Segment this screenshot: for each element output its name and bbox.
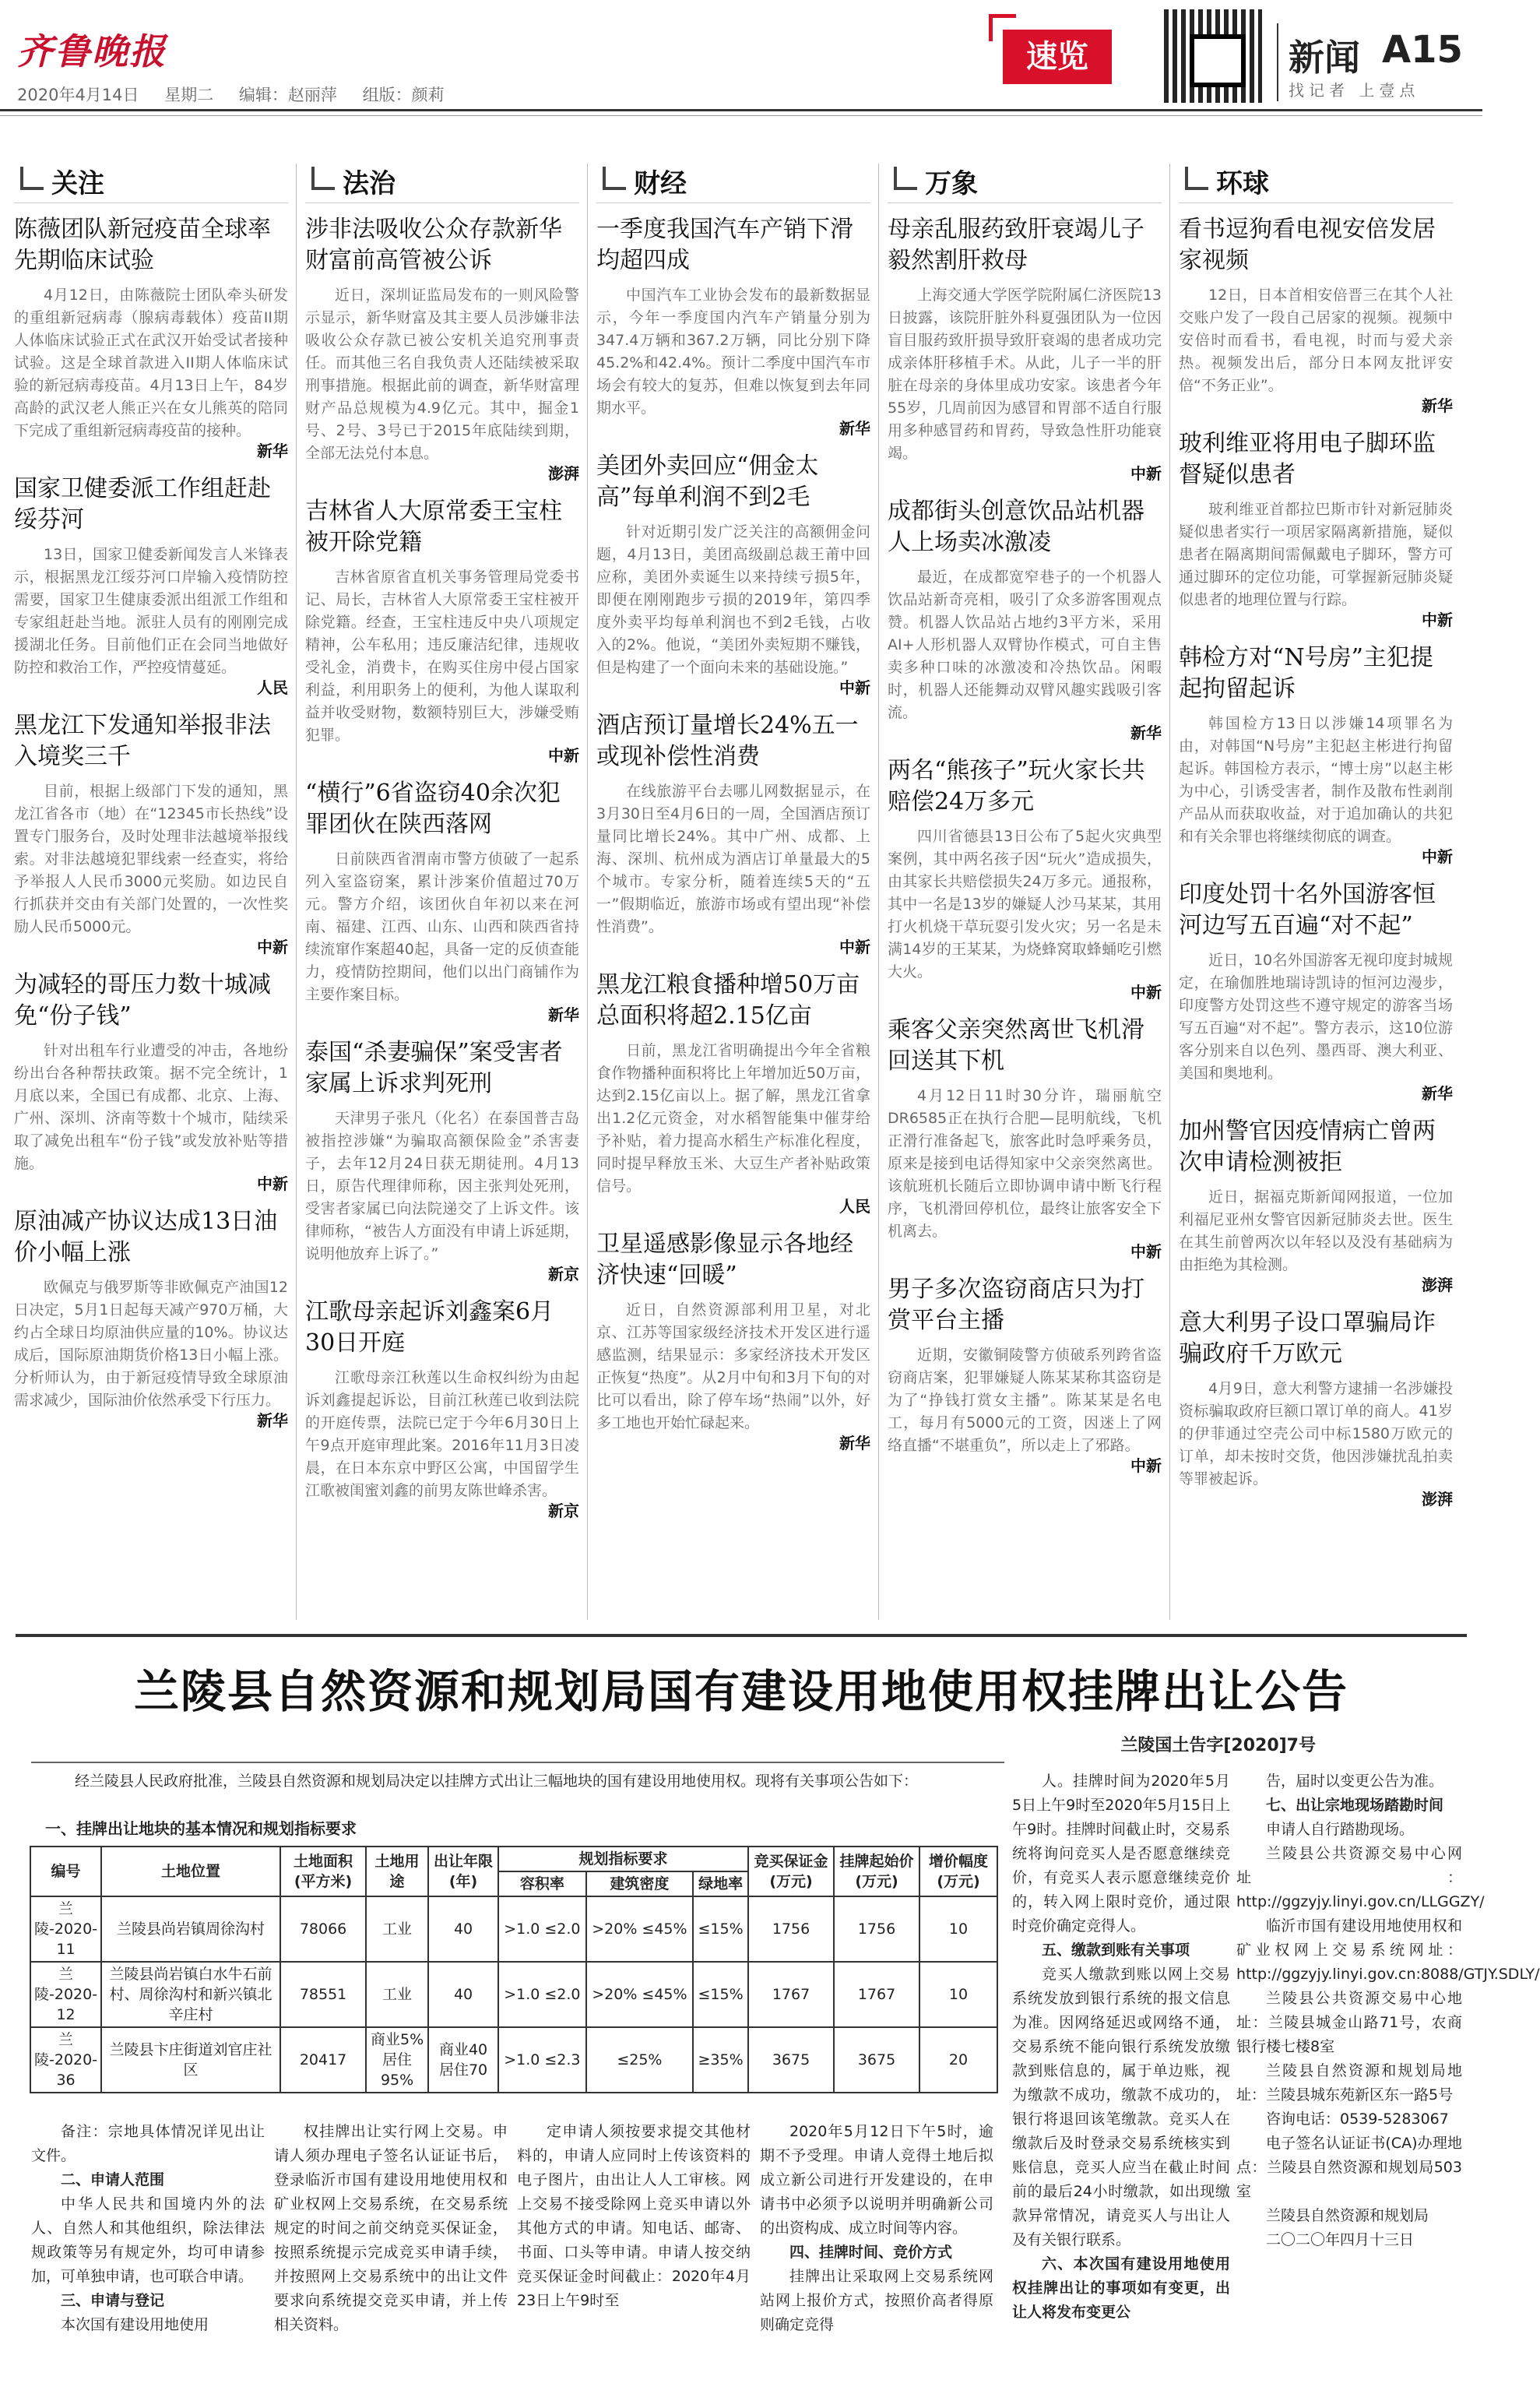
layout-credit: 组版：颜莉 — [362, 86, 445, 104]
article-headline[interactable]: 成都街头创意饮品站机器人上场卖冰激凌 — [888, 498, 1144, 556]
article-body: 4月12日，由陈薇院士团队牵头研发的重组新冠病毒（腺病毒载体）疫苗II期人体临床试验正式在武汉开始受试者接种试验。这是全球首款进入II期人体临床试验的新冠病毒疫苗。4月13日上午，84岁高龄的武汉老人熊正兴在女儿熊英的陪同下完成了重组新冠病毒疫苗的接种。 — [14, 287, 288, 439]
notice-paragraph: 五、缴款到账有关事项 — [1042, 1942, 1190, 1959]
table-cell: ≤15% — [693, 1896, 748, 1962]
news-article — [1179, 879, 1453, 1104]
table-header: 竞买保证金(万元) — [748, 1847, 834, 1896]
article-source: 中新 — [839, 938, 870, 956]
table-row — [30, 2027, 997, 2093]
news-article — [888, 496, 1162, 743]
table-cell: 78066 — [280, 1896, 366, 1962]
news-article — [305, 1297, 579, 1521]
table-cell: ≥35% — [693, 2027, 748, 2093]
column-divider — [296, 164, 297, 1620]
dateline — [17, 83, 465, 106]
news-column — [305, 156, 579, 1533]
article-headline[interactable]: 两名“熊孩子”玩火家长共赔偿24万多元 — [888, 757, 1145, 815]
notice-right-column-1 — [1012, 1769, 1230, 2325]
table-cell: >1.0 ≤2.0 — [498, 1896, 586, 1962]
table-cell: 40 — [428, 1962, 498, 2027]
article-headline[interactable]: 吉林省人大原常委王宝柱被开除党籍 — [305, 498, 562, 556]
category-corner-icon — [894, 167, 917, 190]
table-cell: 商业40 居住70 — [428, 2027, 498, 2093]
article-body: 日前，黑龙江省明确提出今年全省粮食作物播种面积将比上年增加近50万亩，达到2.15亿亩以上。据了解，黑龙江省拿出1.2亿元资金，对水稻智能集中催芽给予补贴，着力提高水稻生产标准化程度，同时提早释放玉米、大豆生产者补贴政策信号。 — [596, 1042, 870, 1195]
table-row — [30, 1962, 997, 2027]
notice-intro-text: 经兰陵县人民政府批准，兰陵县自然资源和规划局决定以挂牌方式出让三幅地块的国有建设用地使用权。现将有关事项公告如下： — [75, 1773, 919, 1790]
news-article — [596, 1229, 870, 1453]
article-headline[interactable]: “横行”6省盗窃40余次犯罪团伙在陕西落网 — [305, 780, 561, 838]
section-badge: 速览 — [1003, 30, 1112, 84]
article-body: 日前陕西省渭南市警方侦破了一起系列入室盗窃案，累计涉案价值超过70万元。警方介绍，该团伙自年初以来在河南、福建、江西、山东、山西和陕西省持续流窜作案超40起，具备一定的反侦查能力，疫情防控期间，他们以出门商铺作为主要作案目标。 — [305, 850, 579, 1003]
table-cell: 1767 — [834, 1962, 919, 2027]
news-article — [14, 474, 288, 698]
notice-paragraph: 本次国有建设用地使用 — [61, 2316, 209, 2333]
article-source: 新华 — [1130, 723, 1162, 742]
notice-paragraph: 七、出让宗地现场踏勘时间 — [1266, 1797, 1444, 1814]
notice-column — [517, 2120, 751, 2313]
table-cell: 1756 — [748, 1896, 834, 1962]
category-name: 万象 — [925, 168, 978, 199]
news-article — [1179, 643, 1453, 867]
news-article — [596, 214, 870, 438]
news-article — [1179, 428, 1453, 630]
news-article — [305, 778, 579, 1025]
notice-paragraph: 六、本次国有建设用地使用权挂牌出让的事项如有变更，出让人将发布变更公 — [1012, 2255, 1230, 2321]
masthead — [0, 0, 1482, 132]
notice-paragraph: 二〇二〇年四月十三日 — [1266, 2231, 1415, 2248]
article-body: 近日，据福克斯新闻网报道，一位加利福尼亚州女警官因新冠肺炎去世。医生在其生前曾两次以年轻以及没有基础病为由拒绝为其检测。 — [1179, 1188, 1453, 1273]
table-cell: 兰陵-2020-36 — [30, 2027, 101, 2093]
article-body: 4月12日11时30分许，瑞丽航空DR6585正在执行合肥—昆明航线，飞机正滑行准备起飞，旅客此时急呼乘务员，原来是接到电话得知家中父亲突然离世。该航班机长随后立即协调申请中断飞行程序，飞机滑回停机位，最终让旅客安全下机离去。 — [888, 1087, 1162, 1240]
article-body: 4月9日，意大利警方逮捕一名涉嫌投资标骗取政府巨额口罩订单的商人。41岁的伊菲通过空壳公司中标1580万欧元的订单，却未按时交货，他因涉嫌扰乱拍卖等罪被起诉。 — [1179, 1380, 1453, 1487]
notice-paragraph: 竞买人缴款到账以网上交易系统发放到银行系统的报文信息为准。因网络延迟或网络不通，交易系统不能向银行系统发放缴款到账信息的，属于单边账，视为缴款不成功，缴款不成功的，银行将退回该笔缴款。竞买人在缴款后及时登录交易系统核实到账信息，竞买人应当在截止时间前的最后24小时缴款，如出现缴款异常情况，请竞买人与出让人及有关银行联系。 — [1012, 1966, 1230, 2248]
news-column — [14, 156, 288, 1443]
table-cell: 商业5% 居住95% — [366, 2027, 428, 2093]
news-article — [596, 970, 870, 1216]
article-headline[interactable]: 江歌母亲起诉刘鑫案6月30日开庭 — [305, 1298, 554, 1357]
article-headline[interactable]: 为减轻的哥压力数十城减免“份子钱” — [14, 971, 271, 1030]
article-source: 中新 — [1422, 611, 1453, 629]
notice-intro — [45, 1769, 1000, 1794]
editor-credit: 编辑：赵丽萍 — [238, 86, 337, 104]
article-body: 近日，10名外国游客无视印度封城规定，在瑜伽胜地瑞诗凯诗的恒河边漫步，印度警方处罚这些不遵守规定的游客当场写五百遍“对不起”。警方表示，这10位游客分别来自以色列、墨西哥、澳大利亚、美国和奥地利。 — [1179, 952, 1453, 1082]
article-source: 新华 — [839, 419, 870, 438]
notice-paragraph: 中华人民共和国境内外的法人、自然人和其他组织，除法律法规政策等另有规定外，均可申请参加，可单独申请，也可联合申请。 — [31, 2195, 265, 2285]
category-name: 关注 — [51, 168, 104, 199]
news-article — [888, 755, 1162, 1002]
article-body: 最近，在成都宽窄巷子的一个机器人饮品站新奇亮相，吸引了众多游客围观点赞。机器人饮品站占地约3平方米，采用AI+人形机器人双臂协作模式，可自主售卖多种口味的冰激凌和冷热饮品。闲暇时，机器人还能舞动双臂风趣实践吸引客流。 — [888, 569, 1162, 721]
news-article — [596, 710, 870, 957]
article-source: 新京 — [548, 1265, 579, 1283]
article-headline[interactable]: 男子多次盗窃商店只为打赏平台主播 — [888, 1276, 1144, 1334]
notice-paragraph: 兰陵县自然资源和规划局地址：兰陵县城东苑新区东一路5号 — [1236, 2062, 1462, 2104]
header-subrule — [0, 115, 1482, 116]
column-divider — [587, 164, 588, 1620]
notice-column — [760, 2120, 993, 2337]
header-divider — [1277, 23, 1278, 101]
issue-date: 2020年4月14日 — [17, 86, 139, 104]
article-body: 玻利维亚首都拉巴斯市针对新冠肺炎疑似患者实行一项居家隔离新措施，疑似患者在隔离期间需佩戴电子脚环，警方可通过脚环的定位功能，可掌握新冠肺炎疑似患者的地理位置与行踪。 — [1179, 501, 1453, 608]
article-body: 针对近期引发广泛关注的高额佣金问题，4月13日，美团高级副总裁王莆中回应称，美团外卖诞生以来持续亏损5年，即便在刚刚跑步亏损的2019年，第四季度外卖平均每单利润也不到2毛钱，占收入的2%。他说，“美团外卖短期不赚钱，但是构建了一个面向未来的基础设施。” — [596, 523, 870, 676]
article-body: 江歌母亲江秋莲以生命权纠纷为由起诉刘鑫提起诉讼，目前江秋莲已收到法院的开庭传票，法院已定于今年6月30日上午9点开庭审理此案。2016年11月3日凌晨，在日本东京中野区公寓，中国留学生江歌被闺蜜刘鑫的前男友陈世峰杀害。 — [305, 1369, 579, 1499]
table-header: 土地位置 — [101, 1847, 280, 1896]
article-source: 中新 — [1130, 1456, 1162, 1475]
article-headline[interactable]: 涉非法吸收公众存款新华财富前高管被公诉 — [305, 216, 562, 274]
page-number: A15 — [1382, 28, 1463, 72]
news-article — [888, 214, 1162, 484]
news-article — [305, 496, 579, 766]
article-headline[interactable]: 加州警官因疫情病亡曾两次申请检测被拒 — [1179, 1118, 1436, 1176]
article-source: 中新 — [1130, 983, 1162, 1002]
table-cell: 兰陵县尚岩镇周徐沟村 — [101, 1896, 280, 1962]
category-header — [596, 156, 870, 203]
news-article — [305, 214, 579, 484]
news-column — [888, 156, 1162, 1488]
article-body: 针对出租车行业遭受的冲击，各地纷纷出台各种帮扶政策。据不完全统计，1月底以来，全国已有成都、北京、上海、广州、深圳、济南等数十个城市，陆续采取了减免出租车“份子钱”或发放补贴等措施。 — [14, 1042, 288, 1172]
article-source: 中新 — [257, 938, 288, 956]
table-subheader: 建筑密度 — [586, 1871, 694, 1896]
article-headline[interactable]: 一季度我国汽车产销下滑均超四成 — [596, 216, 853, 274]
table-cell: 10 — [919, 1962, 997, 2027]
article-headline[interactable]: 黑龙江下发通知举报非法入境奖三千 — [14, 712, 271, 770]
notice-number: 兰陵国土告字[2020]7号 — [1120, 1736, 1316, 1755]
news-article — [14, 1206, 288, 1431]
notice-paragraph: 备注：宗地具体情况详见出让文件。 — [31, 2123, 265, 2164]
article-source: 新华 — [548, 1005, 579, 1024]
table-cell: ≤25% — [586, 2027, 694, 2093]
article-body: 近日，深圳证监局发布的一则风险警示显示，新华财富及其主要人员涉嫌非法吸收公众存款已被公安机关追究刑事责任。而其他三名自我负责人还陆续被采取刑事措施。根据此前的调查，新华财富理财产品总规模为4.9亿元。其中，掘金1号、2号、3号已于2015年底陆续到期，全部无法兑付本息。 — [305, 287, 579, 462]
article-body: 在线旅游平台去哪儿网数据显示，在3月30日至4月6日的一周，全国酒店预订量同比增长24%。其中广州、成都、上海、深圳、杭州成为酒店订单量最大的5个城市。专家分析，随着连续5天的“五一”假期临近，旅游市场或有望出现“补偿性消费”。 — [596, 783, 870, 935]
news-article — [305, 1037, 579, 1284]
notice-paragraph: 兰陵县公共资源交易中心网址：http://ggzyjy.linyi.gov.cn/LLGGZY/ — [1236, 1845, 1485, 1910]
article-body: 欧佩克与俄罗斯等非欧佩克产油国12日决定，5月1日起每天减产970万桶，大约占全球日均原油供应量的10%。协议达成后，国际原油期货价格13日小幅上涨。分析师认为，由于新冠疫情导致全球原油需求减少，国际油价依然承受下行压力。 — [14, 1279, 288, 1409]
notice-right-column-2 — [1236, 1769, 1540, 2252]
article-headline[interactable]: 卫星遥感影像显示各地经济快速“回暖” — [596, 1230, 853, 1289]
article-body: 12日，日本首相安倍晋三在其个人社交账户发了一段自己居家的视频。视频中安倍时而看书，看电视，时而与爱犬亲热。视频发出后，部分日本网友批评安倍“不务正业”。 — [1179, 287, 1453, 394]
article-body: 近期，安徽铜陵警方侦破系列跨省盗窃商店案，犯罪嫌疑人陈某某称其盗窃是为了“挣钱打赏女主播”。陈某某是名电工，每月有5000元的工资，因迷上了网络直播“不堪重负”，所以走上了邪路。 — [888, 1347, 1162, 1454]
table-header: 出让年限(年) — [428, 1847, 498, 1896]
article-source: 中新 — [839, 678, 870, 697]
notice-paragraph: 人。挂牌时间为2020年5月5日上午9时至2020年5月15日上午9时。挂牌时间截止时，交易系统将询问竞买人是否愿意继续竞价，有竞买人表示愿意继续竞价的，转入网上限时竞价，通过限时竞价确定竞得人。 — [1012, 1773, 1230, 1935]
section-name: 新闻 — [1289, 37, 1360, 79]
article-body: 上海交通大学医学院附属仁济医院13日披露，该院肝脏外科夏强团队为一位因盲目服药致肝损导致肝衰竭的患者成功完成亲体肝移植手术。从此，儿子一半的肝脏在母亲的身体里成功安家。该患者今年55岁，几周前因为感冒和胃部不适自行服用多种感冒药和胃药，导致急性肝功能衰竭。 — [888, 287, 1162, 462]
table-header: 编号 — [30, 1847, 101, 1896]
table-cell: 工业 — [366, 1962, 428, 2027]
news-column — [596, 156, 870, 1466]
news-article — [1179, 214, 1453, 416]
category-name: 财经 — [634, 168, 687, 199]
notice-paragraph: 兰陵县公共资源交易中心地址：兰陵县城金山路71号，农商银行楼七楼8室 — [1236, 1990, 1462, 2055]
qr-code-center — [1190, 34, 1246, 87]
table-header: 规划指标要求 — [498, 1847, 748, 1871]
article-body: 13日，国家卫健委新闻发言人米锋表示，根据黑龙江绥芬河口岸输入疫情防控需要，国家卫生健康委派出组派工作组和专家组赶赴当地。派驻人员有的刚刚完成援湖北任务。目前他们正在会同当地做好防控和救治工作，严控疫情蔓延。 — [14, 546, 288, 676]
news-article — [14, 710, 288, 957]
newspaper-logo: 齐鲁晚报 — [17, 30, 167, 72]
table-cell: >20% ≤45% — [586, 1896, 694, 1962]
article-headline[interactable]: 乘客父亲突然离世飞机滑回送其下机 — [888, 1016, 1144, 1075]
article-headline[interactable]: 母亲乱服药致肝衰竭儿子毅然割肝救母 — [888, 216, 1144, 274]
notice-rule — [31, 1762, 1004, 1763]
article-headline[interactable]: 美团外卖回应“佣金太高”每单利润不到2毛 — [596, 452, 819, 511]
article-body: 近日，自然资源部利用卫星，对北京、江苏等国家级经济技术开发区进行遥感监测，结果显示：多家经济技术开发区正恢复“热度”。从2月中旬和3月下旬的对比可以看出，除了停车场“热闹”以外，好多工地也开始忙碌起来。 — [596, 1301, 870, 1431]
table-cell: 3675 — [834, 2027, 919, 2093]
column-divider — [878, 164, 879, 1620]
notice-column — [274, 2120, 508, 2337]
notice-paragraph: 2020年5月12日下午5时，逾期不予受理。申请人竞得土地后拟成立新公司进行开发建设的，在申请书中必须予以说明并明确新公司的出资构成、成立时间等内容。 — [760, 2123, 993, 2237]
category-corner-icon — [1185, 167, 1208, 190]
notice-paragraph: 兰陵县自然资源和规划局 — [1266, 2207, 1429, 2224]
article-source: 新京 — [548, 1502, 579, 1520]
article-source: 澎湃 — [1422, 1490, 1453, 1509]
table-cell: >20% ≤45% — [586, 1962, 694, 2027]
land-parcel-table — [30, 1846, 998, 2093]
article-headline[interactable]: 意大利男子设口罩骗局诈骗政府千万欧元 — [1179, 1309, 1436, 1368]
article-source: 澎湃 — [548, 464, 579, 483]
notice-paragraph: 四、挂牌时间、竞价方式 — [789, 2244, 953, 2261]
issue-weekday: 星期二 — [164, 86, 214, 104]
notice-title: 兰陵县自然资源和规划局国有建设用地使用权挂牌出让公告 — [133, 1665, 1348, 1718]
notice-paragraph: 挂牌出让采取网上交易系统网站网上报价方式，按照价高者得原则确定竞得 — [760, 2268, 993, 2333]
table-cell: 1767 — [748, 1962, 834, 2027]
table-cell: 兰陵-2020-12 — [30, 1962, 101, 2027]
news-article — [596, 451, 870, 698]
notice-paragraph: 定申请人须按要求提交其他材料的，申请人应同时上传该资料的电子图片，由出让人人工审核。网上交易不接受除网上竞买申请以外其他方式的申请。知电话、邮寄、书面、口头等申请。申请人按交纳竞买保证金时间截止：2020年4月23日上午9时至 — [517, 2123, 751, 2309]
notice-paragraph: 临沂市国有建设用地使用权和矿业权网上交易系统网址：http://ggzyjy.linyi.gov.cn:8088/GTJY.SDLY/ — [1236, 1917, 1540, 1983]
article-body: 吉林省原省直机关事务管理局党委书记、局长，吉林省人大原常委王宝柱被开除党籍。经查，王宝柱违反中央八项规定精神，公车私用；违反廉洁纪律，违规收受礼金，消费卡，在购买住房中侵占国家利益，利用职务上的便利，为他人谋取利益并收受财物，数额特别巨大，涉嫌受贿犯罪。 — [305, 569, 579, 744]
article-source: 新华 — [1422, 1084, 1453, 1103]
table-header: 挂牌起始价(万元) — [834, 1847, 919, 1896]
notice-paragraph: 权挂牌出让实行网上交易。申请人须办理电子签名认证证书后，登录临沂市国有建设用地使用权和矿业权网上交易系统，在交易系统规定的时间之前交纳竞买保证金，按照系统提示完成竞买申请手续，并按照网上交易系统中的出让文件要求向系统提交竞买申请，并上传相关资料。 — [274, 2123, 508, 2333]
notice-paragraph: 电子签名认证证书(CA)办理地点：兰陵县自然资源和规划局503室 — [1236, 2135, 1462, 2200]
table-cell: 20 — [919, 2027, 997, 2093]
table-cell: 78551 — [280, 1962, 366, 2027]
category-corner-icon — [20, 167, 44, 190]
article-source: 新华 — [839, 1434, 870, 1452]
news-column — [1179, 156, 1453, 1522]
news-article — [888, 1015, 1162, 1262]
table-cell: 工业 — [366, 1896, 428, 1962]
article-source: 新华 — [257, 1411, 288, 1430]
article-source: 中新 — [1130, 1242, 1162, 1261]
category-header — [14, 156, 288, 203]
category-header — [305, 156, 579, 203]
article-source: 人民 — [839, 1197, 870, 1216]
article-source: 中新 — [548, 746, 579, 765]
article-headline[interactable]: 泰国“杀妻骗保”案受害者家属上诉求判死刑 — [305, 1039, 563, 1097]
notice-column — [31, 2120, 265, 2337]
table-cell: >1.0 ≤2.3 — [498, 2027, 586, 2093]
article-source: 澎湃 — [1422, 1276, 1453, 1294]
category-corner-icon — [311, 167, 335, 190]
article-source: 新华 — [1422, 396, 1453, 415]
category-header — [888, 156, 1162, 203]
table-header: 土地面积(平方米) — [280, 1847, 366, 1896]
article-headline[interactable]: 玻利维亚将用电子脚环监督疑似患者 — [1179, 430, 1436, 488]
table-cell: 3675 — [748, 2027, 834, 2093]
article-body: 四川省德县13日公布了5起火灾典型案例，其中两名孩子因“玩火”造成损失，由其家长共赔偿损失24万多元。通报称，其中一名是13岁的嫌疑人沙马某某，其用打火机烧干草玩耍引发火灾；另一名是未满14岁的王某某，为烧蜂窝取蜂蛹吃引燃大火。 — [888, 828, 1162, 981]
article-source: 中新 — [257, 1174, 288, 1193]
notice-table-title: 一、挂牌出让地块的基本情况和规划指标要求 — [45, 1819, 357, 1838]
table-cell: 兰陵-2020-11 — [30, 1896, 101, 1962]
notice-paragraph: 咨询电话：0539-5283067 — [1266, 2111, 1449, 2128]
table-row — [30, 1896, 997, 1962]
notice-paragraph: 申请人自行踏勘现场。 — [1266, 1821, 1415, 1838]
article-body: 目前，根据上级部门下发的通知，黑龙江省各市（地）在“12345市长热线”设置专门服务台，及时处理非法越境举报线索。对非法越境犯罪线索一经查实，将给予举报人人民币3000元奖励。如边民自行抓获并交由有关部门处置的，一次性奖励人民币5000元。 — [14, 783, 288, 935]
article-headline[interactable]: 陈薇团队新冠疫苗全球率先期临床试验 — [14, 216, 271, 274]
article-headline[interactable]: 印度处罚十名外国游客恒河边写五百遍“对不起” — [1179, 881, 1436, 939]
table-header: 土地用途 — [366, 1847, 428, 1896]
table-cell: 10 — [919, 1896, 997, 1962]
table-cell: 兰陵县卞庄街道刘官庄社区 — [101, 2027, 280, 2093]
article-body: 天津男子张凡（化名）在泰国普吉岛被指控涉嫌“为骗取高额保险金”杀害妻子，去年12月24日获无期徒刑。4月13日，原告代理律师称，因主张判处死刑，受害者家属已向法院递交了上诉文件。该律师称，“被告人方面没有申请上诉延期，说明他放弃上诉了。” — [305, 1110, 579, 1262]
article-body: 韩国检方13日以涉嫌14项罪名为由，对韩国“N号房”主犯赵主彬进行拘留起诉。韩国检方表示，“博士房”以赵主彬为中心，引诱受害者，制作及散布性剥削产品从而获取收益，对于追加确认的共犯和有关余罪也将继续彻底的调查。 — [1179, 715, 1453, 845]
article-headline[interactable]: 黑龙江粮食播种增50万亩总面积将超2.15亿亩 — [596, 971, 860, 1030]
news-article — [888, 1274, 1162, 1476]
article-headline[interactable]: 酒店预订量增长24%五一或现补偿性消费 — [596, 712, 859, 770]
article-headline[interactable]: 韩检方对“N号房”主犯提起拘留起诉 — [1179, 644, 1433, 702]
table-cell: 兰陵县尚岩镇白水牛石前村、周徐沟村和新兴镇北辛庄村 — [101, 1962, 280, 2027]
news-article — [1179, 1116, 1453, 1295]
category-header — [1179, 156, 1453, 203]
notice-paragraph: 二、申请人范围 — [61, 2171, 165, 2188]
category-name: 环球 — [1216, 168, 1269, 199]
article-source: 中新 — [1422, 847, 1453, 866]
news-article — [14, 970, 288, 1194]
table-cell: ≤15% — [693, 1962, 748, 2027]
news-article — [1179, 1308, 1453, 1509]
notice-top-rule — [16, 1634, 1467, 1637]
reporter-line: 找记者 上壹点 — [1289, 81, 1420, 100]
category-name: 法治 — [343, 168, 396, 199]
column-divider — [1169, 164, 1170, 1620]
table-cell: >1.0 ≤2.0 — [498, 1962, 586, 2027]
news-article — [14, 214, 288, 461]
header-rule — [0, 109, 1482, 111]
notice-paragraph: 三、申请与登记 — [61, 2292, 165, 2309]
table-cell: 20417 — [280, 2027, 366, 2093]
article-headline[interactable]: 原油减产协议达成13日油价小幅上涨 — [14, 1208, 278, 1266]
table-header: 增价幅度(万元) — [919, 1847, 997, 1896]
article-source: 新华 — [257, 442, 288, 460]
notice-paragraph: 告，届时以变更公告为准。 — [1266, 1773, 1444, 1790]
article-headline[interactable]: 看书逗狗看电视安倍发居家视频 — [1179, 216, 1436, 274]
table-cell: 40 — [428, 1896, 498, 1962]
article-body: 中国汽车工业协会发布的最新数据显示，今年一季度国内汽车产销量分别为347.4万辆和367.2万辆，同比分别下降45.2%和42.4%。预计二季度中国汽车市场会有较大的复苏，但难以恢复到去年同期水平。 — [596, 287, 870, 417]
article-source: 中新 — [1130, 464, 1162, 483]
article-headline[interactable]: 国家卫健委派工作组赶赴绥芬河 — [14, 475, 271, 533]
table-subheader: 绿地率 — [693, 1871, 748, 1896]
article-source: 人民 — [257, 678, 288, 697]
table-subheader: 容积率 — [498, 1871, 586, 1896]
table-cell: 1756 — [834, 1896, 919, 1962]
category-corner-icon — [603, 167, 626, 190]
